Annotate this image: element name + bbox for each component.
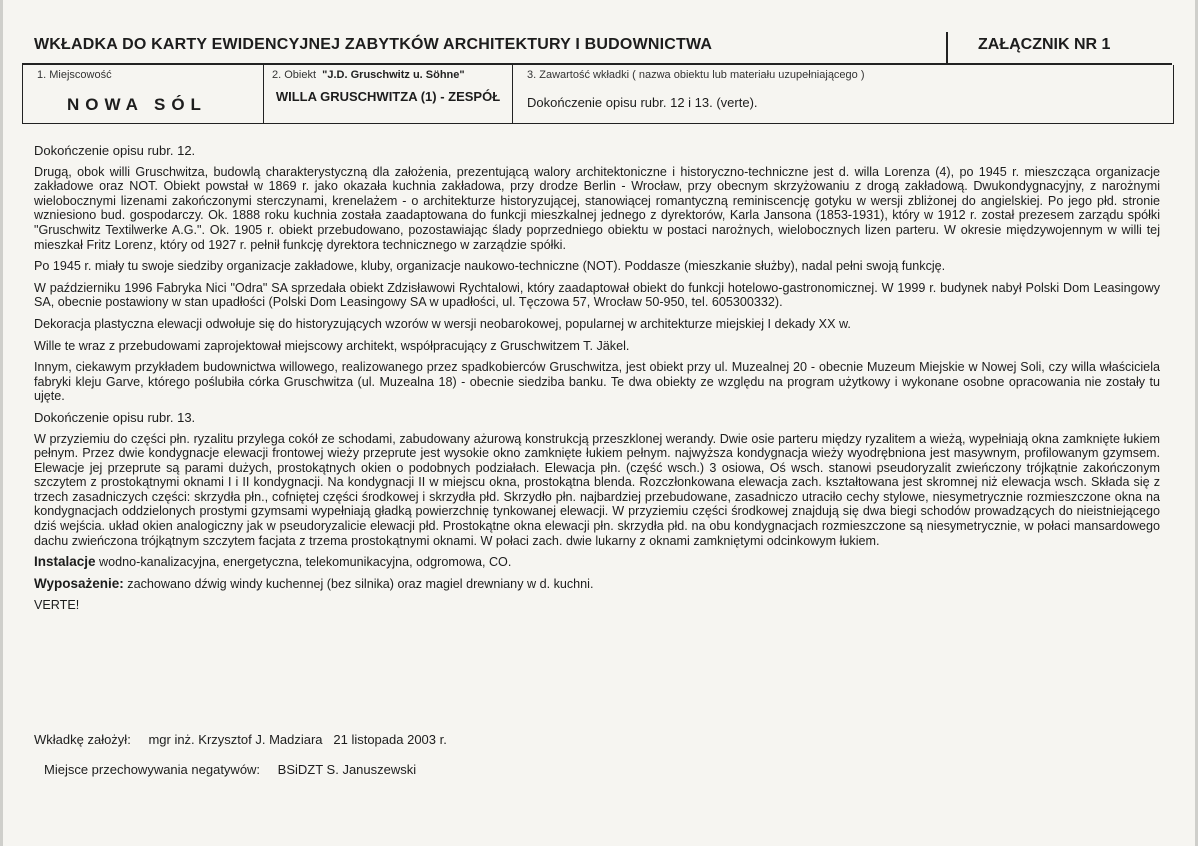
- paragraph: Po 1945 r. miały tu swoje siedziby organizacje zakładowe, kluby, organizacje naukowo-techniczne (NOT). Poddasze (mieszkanie służby), nadal pełni swoją funkcję.: [34, 259, 946, 274]
- negatives-label: Miejsce przechowywania negatywów:: [44, 762, 261, 777]
- paragraph: Wille te wraz z przebudowami zaprojektował miejscowy architekt, współpracujący z Gruschwitzem T. Jäkel.: [34, 338, 630, 353]
- author-line: [34, 732, 447, 747]
- installations-line: [34, 555, 1160, 570]
- negatives-value: BSiDZT S. Januszewski: [277, 762, 417, 777]
- paragraph: Drugą, obok willi Gruschwitza, budowlą charakterystyczną dla założenia, prezentującą walory architektoniczne i historyczno-techniczne jest d. willa Lorenza (4), po 1945 r. mieszcząca organizacje zakładowe oraz NOT. Obiekt powstał w 1869 r. jako okazała kuchnia zakładowa, przy drodze Berlin - Wrocław, przy obecnym skrzyżowaniu z drogą zakładową. Dwukondygnacyjny, z narożnymi wielobocznymi lizenami zakończonymi sterczynami, krenelażem - o architekturze historyzującej, stanowiącej romantyczną reminiscencję gotyku w wersji zbliżonej do angielskiej. Po jego płd. stronie wzniesiono bud. gospodarczy. Ok. 1888 roku kuchnia została zaadaptowana do funkcji mieszkalnej jednego z dyrektorów, Karla Jansona (1853-1931), który w 1912 r. został prezesem zarządu spółki "Gruschwitz Textilwerke A.G.". Ok. 1905 r. obiekt przebudowano, pozostawiając ślady poprzedniego obiektu w postaci narożnych, wielobocznych lizen parteru. W okresie międzywojennym w willi tej mieszkał Fritz Lorenz, który od 1927 r. pełnił funkcję dyrektora technicznego w zarządzie spółki.: [34, 164, 1160, 252]
- author-value: mgr inż. Krzysztof J. Madziara 21 listopada 2003 r.: [148, 732, 447, 747]
- paragraph: W październiku 1996 Fabryka Nici "Odra" SA sprzedała obiekt Zdzisławowi Rychtalowi, który zaadaptował obiekt do funkcji hotelowo-gastronomicznej. W 1999 r. budynek nabył Polski Dom Leasingowy SA, obecnie postawiony w stan upadłości (Polski Dom Leasingowy SA w upadłości, ul. Tęczowa 57, Wrocław 50-950, tel. 605300332).: [34, 280, 1160, 310]
- installations-value: wodno-kanalizacyjna, energetyczna, telekomunikacyjna, odgromowa, CO.: [99, 555, 512, 570]
- equipment-label: Wyposażenie:: [34, 575, 124, 591]
- locality-value: NOWA SÓL: [67, 95, 207, 114]
- paragraph: W przyziemiu do części płn. ryzalitu przylega cokół ze schodami, zabudowany ażurową konstrukcją przeszklonej werandy. Dwie osie parteru między ryzalitem a wieżą, wypełniają okna zamknięte łukiem pełnym. Przez dwie kondygnacje elewacji frontowej wieży przeprute jest wysokie okno zamknięte łukiem pełnym. najwyższa kondygnacja wieży wyodrębniona jest masywnym, profilowanym gzymsem. Elewacje jej przeprute są parami dużych, prostokątnych okien o podobnych podziałach. Elewacja płn. (część wsch.) 3 osiowa, Oś wsch. stanowi pseudoryzalit zwieńczony trójkątnie zakończonym szczytem z prostokątnymi oknami I i II kondygnacji. Na kondygnacji II w miejscu okna, prostokątna blenda. Rozczłonkowana elewacja zach. kształtowana jest skromnej niż elewacja wsch. Składa się z trzech zasadniczych części: skrzydła płn., cofniętej części środkowej i skrzydła płd. Skrzydło płn. najbardziej przebudowane, zasadniczo utraciło cechy stylowe, niesymetrycznie rozmieszczone okna na kondygnacjach oddzielonych prostymi gzymsami wypełniają gładką powierzchnię tynkowanej elewacji. W przyziemiu części środkowej znajdują się dwa biegi schodów prowadzących do nieistniejącego dziś wejścia. układ okien analogiczny jak w pseudoryzalicie elewacji płd. Prostokątne okna elewacji płn. skrzydła płd. na obu kondygnacjach rozmieszczone są niesymetrycznie, w połaci mansardowego dachu zwieńczona trójkątnym szczytem facjata z trzema prostokątnymi oknami. W połaci zach. dwie lukarny z oknami zamkniętymi odcinkowym łukiem.: [34, 431, 1160, 548]
- object-label: [272, 69, 465, 81]
- object-cell: [264, 65, 513, 123]
- object-value: WILLA GRUSCHWITZA (1) - ZESPÓŁ: [275, 89, 501, 104]
- installations-label: Instalacje: [34, 554, 96, 570]
- rubric-13-heading: Dokończenie opisu rubr. 13.: [34, 409, 196, 425]
- paragraph: Innym, ciekawym przykładem budownictwa willowego, realizowanego przez spadkobierców Gruschwitza, jest obiekt przy ul. Muzealnej 20 - obecnie Muzeum Miejskie w Nowej Soli, czy willa właściciela fabryki kleju Garve, którego poślubiła córka Gruschwitza (ul. Muzealna 18) - obecnie siedziba banku. Te dwa obiekty ze względu na program użytkowy i wykonane osobne opracowania nie zostały tu ujęte.: [34, 360, 1160, 404]
- form-body: [34, 144, 1160, 620]
- equipment-value: zachowano dźwig windy kuchennej (bez silnika) oraz magiel drewniany w d. kuchni.: [127, 576, 594, 591]
- locality-label: 1. Miejscowość: [37, 69, 112, 81]
- content-label: 3. Zawartość wkładki ( nazwa obiektu lub materiału uzupełniającego ): [527, 69, 865, 81]
- object-label-name: "J.D. Gruschwitz u. Söhne": [322, 69, 465, 81]
- content-value: Dokończenie opisu rubr. 12 i 13. (verte).: [527, 95, 758, 110]
- object-label-prefix: 2. Obiekt: [272, 69, 317, 81]
- equipment-line: [34, 577, 1160, 592]
- header-divider: [946, 32, 948, 65]
- author-label: Wkładkę założył:: [34, 732, 131, 747]
- scan-edge-left: [0, 0, 3, 846]
- content-cell: [513, 65, 1173, 123]
- paragraph: Dekoracja plastyczna elewacji odwołuje się do historyzujących wzorów w wersji neobarokowej, popularnej w architekturze miejskiej I dekady XX w.: [34, 316, 851, 331]
- annex-number: ZAŁĄCZNIK NR 1: [978, 36, 1111, 53]
- form-header: [22, 30, 1172, 65]
- negatives-line: [44, 762, 416, 777]
- locality-cell: [23, 65, 264, 123]
- form-fields-row: [22, 65, 1174, 124]
- verte-note: VERTE!: [34, 598, 80, 613]
- form-title: WKŁADKA DO KARTY EWIDENCYJNEJ ZABYTKÓW ARCHITEKTURY I BUDOWNICTWA: [34, 36, 713, 53]
- rubric-12-heading: Dokończenie opisu rubr. 12.: [34, 143, 196, 158]
